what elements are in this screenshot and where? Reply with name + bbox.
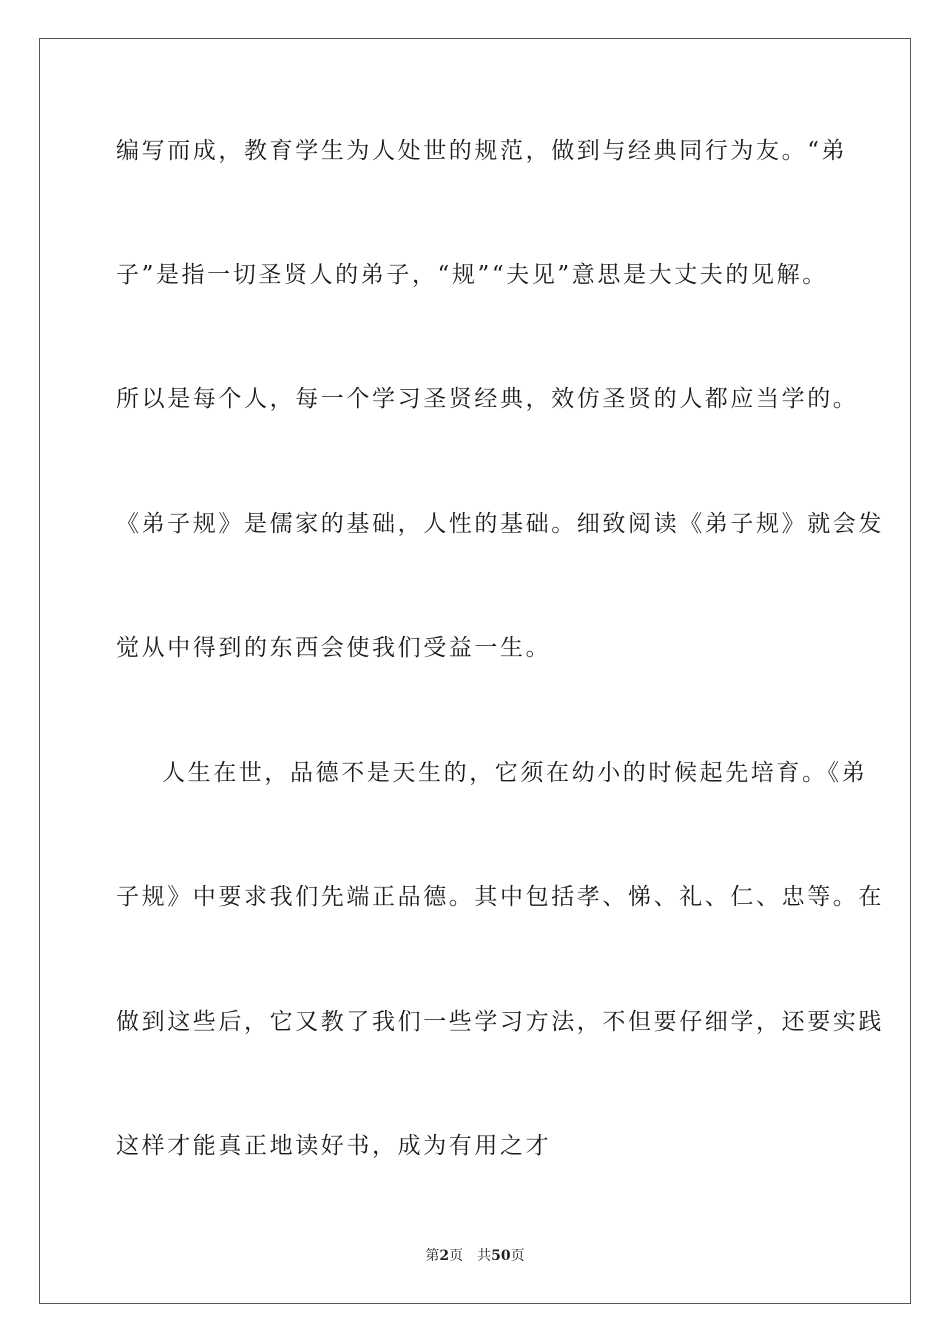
page-suffix: 页: [449, 1248, 464, 1264]
page-number: 2: [439, 1248, 450, 1264]
paragraph-line: 编写而成，教育学生为人处世的规范，做到与经典同行为友。“弟: [116, 138, 848, 164]
page-footer: [0, 1246, 950, 1266]
paragraph-line: 《弟子规》是儒家的基础，人性的基础。细致阅读《弟子规》就会发: [116, 511, 884, 537]
paragraph-line: 这样才能真正地读好书，成为有用之才: [116, 1133, 552, 1159]
paragraph-line: 觉从中得到的东西会使我们受益一生。: [116, 635, 552, 661]
total-pages: 50: [491, 1248, 511, 1264]
total-prefix: 共: [477, 1248, 492, 1264]
paragraph-line: 做到这些后，它又教了我们一些学习方法，不但要仔细学，还要实践: [116, 1009, 884, 1035]
paragraph-line: 所以是每个人，每一个学习圣贤经典，效仿圣贤的人都应当学的。: [116, 386, 859, 412]
page-border: [39, 38, 911, 1304]
paragraph-line: 人生在世，品德不是天生的，它须在幼小的时候起先培育。《弟: [162, 760, 868, 786]
paragraph-line: 子规》中要求我们先端正品德。其中包括孝、悌、礼、仁、忠等。在: [116, 884, 884, 910]
total-suffix: 页: [510, 1248, 525, 1264]
paragraph-line: 子”是指一切圣贤人的弟子，“规”“夫见”意思是大丈夫的见解。: [116, 262, 828, 288]
page-prefix: 第: [425, 1248, 440, 1264]
